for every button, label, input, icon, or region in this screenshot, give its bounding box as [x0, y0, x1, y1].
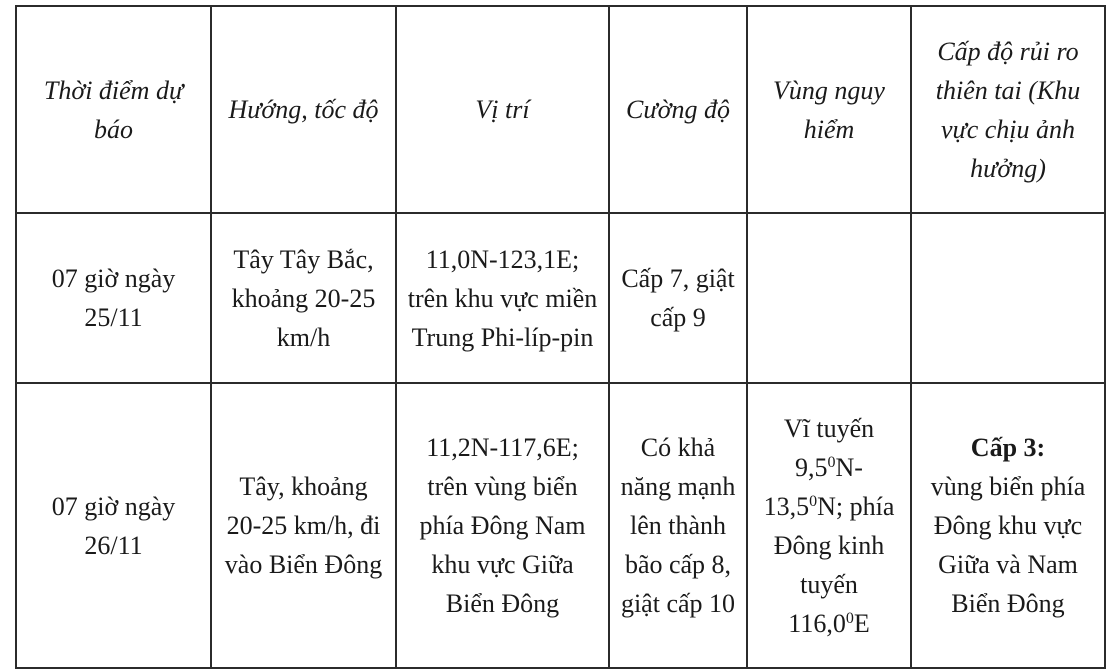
- degree-superscript: 0: [827, 453, 836, 471]
- cell-position: 11,2N-117,6E; trên vùng biển phía Đông Nam khu vực Giữa Biển Đông: [396, 383, 609, 668]
- header-position: Vị trí: [396, 6, 609, 213]
- cell-danger-zone: [747, 213, 911, 383]
- cell-position: 11,0N-123,1E; trên khu vực miền Trung Phi-líp-pin: [396, 213, 609, 383]
- header-danger-zone: Vùng nguy hiểm: [747, 6, 911, 213]
- degree-superscript: 0: [809, 492, 818, 510]
- degree-superscript: 0: [845, 609, 854, 627]
- table-row: [16, 213, 1105, 383]
- danger-zone-text-1: Vĩ tuyến 9,5: [783, 413, 875, 482]
- risk-level-area: vùng biển phía Đông khu vực Giữa và Nam Biển Đông: [930, 472, 1086, 618]
- cell-intensity: Cấp 7, giật cấp 9: [609, 213, 747, 383]
- header-row: [16, 6, 1105, 213]
- header-risk-level: Cấp độ rủi ro thiên tai (Khu vực chịu ảnh hưởng): [911, 6, 1105, 213]
- header-direction-speed: Hướng, tốc độ: [211, 6, 396, 213]
- cell-danger-zone: [747, 383, 911, 668]
- danger-zone-text-3: N; phía Đông kinh tuyến 116,0: [773, 491, 895, 638]
- header-intensity: Cường độ: [609, 6, 747, 213]
- cell-risk-level: [911, 383, 1105, 668]
- table-row: [16, 383, 1105, 668]
- header-forecast-time: Thời điểm dự báo: [16, 6, 211, 213]
- risk-level-label: Cấp 3:: [970, 433, 1046, 462]
- cell-direction-speed: Tây Tây Bắc, khoảng 20-25 km/h: [211, 213, 396, 383]
- cell-forecast-time: 07 giờ ngày 25/11: [16, 213, 211, 383]
- cell-direction-speed: Tây, khoảng 20-25 km/h, đi vào Biển Đông: [211, 383, 396, 668]
- cell-intensity: Có khả năng mạnh lên thành bão cấp 8, giật cấp 10: [609, 383, 747, 668]
- cell-risk-level: [911, 213, 1105, 383]
- storm-forecast-table: [15, 5, 1106, 669]
- danger-zone-text-2: N-13,5: [763, 452, 863, 521]
- danger-zone-text-4: E: [853, 608, 870, 638]
- cell-forecast-time: 07 giờ ngày 26/11: [16, 383, 211, 668]
